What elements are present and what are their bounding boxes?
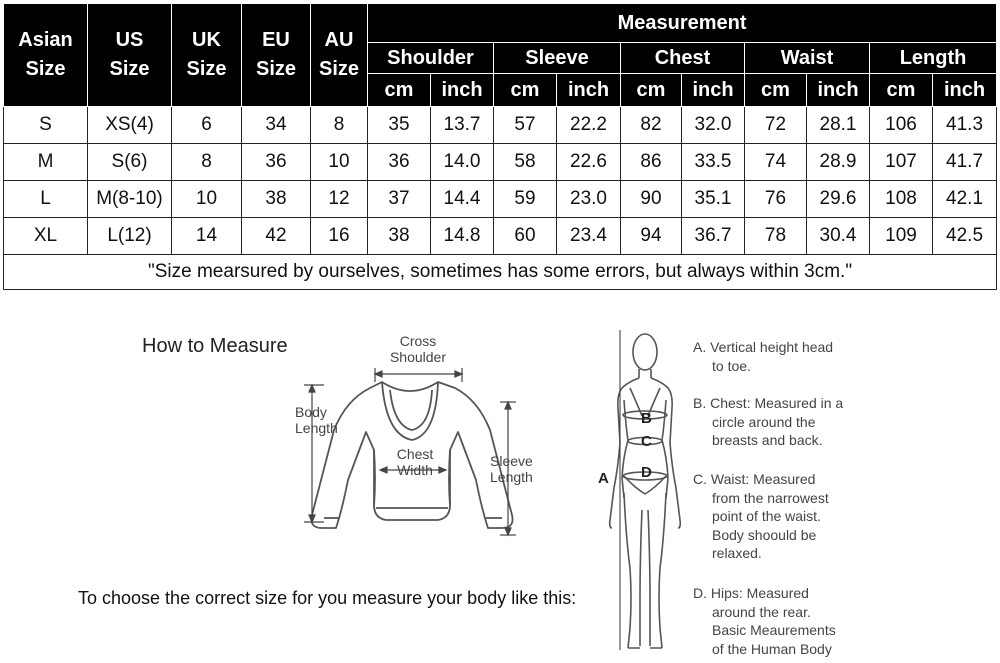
header-us-size: US Size bbox=[88, 4, 172, 107]
cross-shoulder-label bbox=[383, 333, 453, 365]
measurement-disclaimer: "Size mearsured by ourselves, sometimes has some errors, but always within 3cm." bbox=[4, 255, 997, 290]
table-row bbox=[4, 144, 997, 181]
table-row bbox=[4, 181, 997, 218]
table-cell: 8 bbox=[311, 107, 368, 144]
table-cell: 22.6 bbox=[557, 144, 621, 181]
legend-line: of the Human Body bbox=[712, 640, 832, 657]
table-cell: 90 bbox=[621, 181, 682, 218]
legend-line: B. Chest: Measured in a bbox=[693, 395, 844, 411]
header-unit: inch bbox=[933, 74, 997, 107]
legend-line: to toe. bbox=[712, 357, 751, 374]
header-unit: cm bbox=[745, 74, 807, 107]
table-cell: L(12) bbox=[88, 218, 172, 255]
label-line: Cross bbox=[399, 333, 437, 349]
legend-line: around the rear. bbox=[712, 603, 811, 620]
table-cell: XL bbox=[4, 218, 88, 255]
label-line: Chest bbox=[396, 446, 434, 462]
header-unit: cm bbox=[621, 74, 682, 107]
header-chest: Chest bbox=[621, 43, 745, 74]
label-line: Length bbox=[490, 469, 533, 485]
header-asian-size: Asian Size bbox=[4, 4, 88, 107]
table-cell: 42.5 bbox=[933, 218, 997, 255]
table-cell: XS(4) bbox=[88, 107, 172, 144]
table-cell: 14.0 bbox=[431, 144, 494, 181]
table-cell: 60 bbox=[494, 218, 557, 255]
legend-line: A. Vertical height head bbox=[693, 339, 834, 355]
legend-item-a bbox=[693, 338, 833, 375]
legend-line: C. Waist: Measured bbox=[693, 471, 816, 487]
header-sleeve: Sleeve bbox=[494, 43, 621, 74]
header-unit: cm bbox=[870, 74, 933, 107]
table-cell: 28.9 bbox=[807, 144, 870, 181]
body-length-label bbox=[295, 404, 338, 436]
table-cell: 29.6 bbox=[807, 181, 870, 218]
table-cell: S bbox=[4, 107, 88, 144]
table-cell: 41.7 bbox=[933, 144, 997, 181]
table-cell: 109 bbox=[870, 218, 933, 255]
legend-line: circle around the bbox=[712, 413, 816, 430]
table-cell: 72 bbox=[745, 107, 807, 144]
sleeve-length-label bbox=[490, 453, 533, 485]
how-to-measure-heading: How to Measure bbox=[142, 335, 288, 357]
table-cell: M bbox=[4, 144, 88, 181]
table-cell: M(8-10) bbox=[88, 181, 172, 218]
header-unit: cm bbox=[494, 74, 557, 107]
table-cell: 36 bbox=[368, 144, 431, 181]
table-cell: 41.3 bbox=[933, 107, 997, 144]
table-cell: 10 bbox=[311, 144, 368, 181]
table-cell: 38 bbox=[368, 218, 431, 255]
choose-size-instruction: To choose the correct size for you measure your body like this: bbox=[78, 588, 577, 608]
legend-line: from the narrowest bbox=[712, 489, 829, 506]
header-unit: inch bbox=[557, 74, 621, 107]
table-cell: 76 bbox=[745, 181, 807, 218]
table-cell: 35.1 bbox=[682, 181, 745, 218]
header-unit: cm bbox=[368, 74, 431, 107]
table-cell: 106 bbox=[870, 107, 933, 144]
table-cell: 58 bbox=[494, 144, 557, 181]
table-cell: 82 bbox=[621, 107, 682, 144]
label-line: Length bbox=[295, 420, 338, 436]
table-cell: 57 bbox=[494, 107, 557, 144]
human-body-diagram bbox=[590, 328, 690, 658]
table-cell: 23.0 bbox=[557, 181, 621, 218]
header-unit: inch bbox=[807, 74, 870, 107]
table-cell: 42.1 bbox=[933, 181, 997, 218]
legend-line: point of the waist. bbox=[712, 508, 821, 524]
table-cell: 78 bbox=[745, 218, 807, 255]
table-cell: 107 bbox=[870, 144, 933, 181]
legend-item-b bbox=[693, 394, 843, 450]
table-cell: 12 bbox=[311, 181, 368, 218]
body-marker-d: D bbox=[641, 464, 652, 481]
legend-line: Basic Meaurements bbox=[712, 622, 836, 638]
table-cell: 10 bbox=[172, 181, 242, 218]
table-cell: 59 bbox=[494, 181, 557, 218]
table-cell: 23.4 bbox=[557, 218, 621, 255]
table-row bbox=[4, 107, 997, 144]
table-cell: 6 bbox=[172, 107, 242, 144]
header-eu-size: EU Size bbox=[242, 4, 311, 107]
legend-line: breasts and back. bbox=[712, 432, 823, 448]
table-row bbox=[4, 218, 997, 255]
header-uk-size: UK Size bbox=[172, 4, 242, 107]
legend-line: relaxed. bbox=[712, 545, 762, 561]
header-measurement: Measurement bbox=[368, 4, 997, 43]
header-au-size: AU Size bbox=[311, 4, 368, 107]
table-cell: 42 bbox=[242, 218, 311, 255]
chest-width-label bbox=[385, 446, 445, 478]
legend-line: Body shoould be bbox=[712, 526, 817, 543]
table-cell: 94 bbox=[621, 218, 682, 255]
table-cell: 13.7 bbox=[431, 107, 494, 144]
table-body bbox=[4, 107, 997, 290]
table-cell: 35 bbox=[368, 107, 431, 144]
table-cell: 74 bbox=[745, 144, 807, 181]
header-unit: inch bbox=[431, 74, 494, 107]
body-marker-a: A bbox=[598, 470, 609, 487]
table-cell: 37 bbox=[368, 181, 431, 218]
table-cell: 16 bbox=[311, 218, 368, 255]
table-cell: 32.0 bbox=[682, 107, 745, 144]
legend-item-d bbox=[693, 584, 836, 658]
header-unit: inch bbox=[682, 74, 745, 107]
table-cell: 14 bbox=[172, 218, 242, 255]
header-waist: Waist bbox=[745, 43, 870, 74]
table-cell: 86 bbox=[621, 144, 682, 181]
legend-item-c bbox=[693, 470, 829, 563]
table-cell: 28.1 bbox=[807, 107, 870, 144]
table-cell: 8 bbox=[172, 144, 242, 181]
table-cell: 36 bbox=[242, 144, 311, 181]
table-cell: 34 bbox=[242, 107, 311, 144]
table-cell: 14.8 bbox=[431, 218, 494, 255]
header-shoulder: Shoulder bbox=[368, 43, 494, 74]
table-cell: 22.2 bbox=[557, 107, 621, 144]
body-marker-b: B bbox=[641, 410, 652, 427]
label-line: Width bbox=[397, 462, 433, 478]
table-cell: 30.4 bbox=[807, 218, 870, 255]
table-cell: 108 bbox=[870, 181, 933, 218]
header-length: Length bbox=[870, 43, 997, 74]
table-cell: L bbox=[4, 181, 88, 218]
table-cell: 14.4 bbox=[431, 181, 494, 218]
size-chart-table bbox=[3, 3, 997, 290]
label-line: Body bbox=[295, 404, 327, 420]
legend-line: D. Hips: Measured bbox=[693, 585, 809, 601]
label-line: Sleeve bbox=[490, 453, 533, 469]
table-cell: 36.7 bbox=[682, 218, 745, 255]
table-note-row bbox=[4, 255, 997, 290]
table-cell: 33.5 bbox=[682, 144, 745, 181]
table-cell: S(6) bbox=[88, 144, 172, 181]
body-marker-c: C bbox=[641, 433, 652, 450]
label-line: Shoulder bbox=[389, 349, 447, 365]
table-cell: 38 bbox=[242, 181, 311, 218]
